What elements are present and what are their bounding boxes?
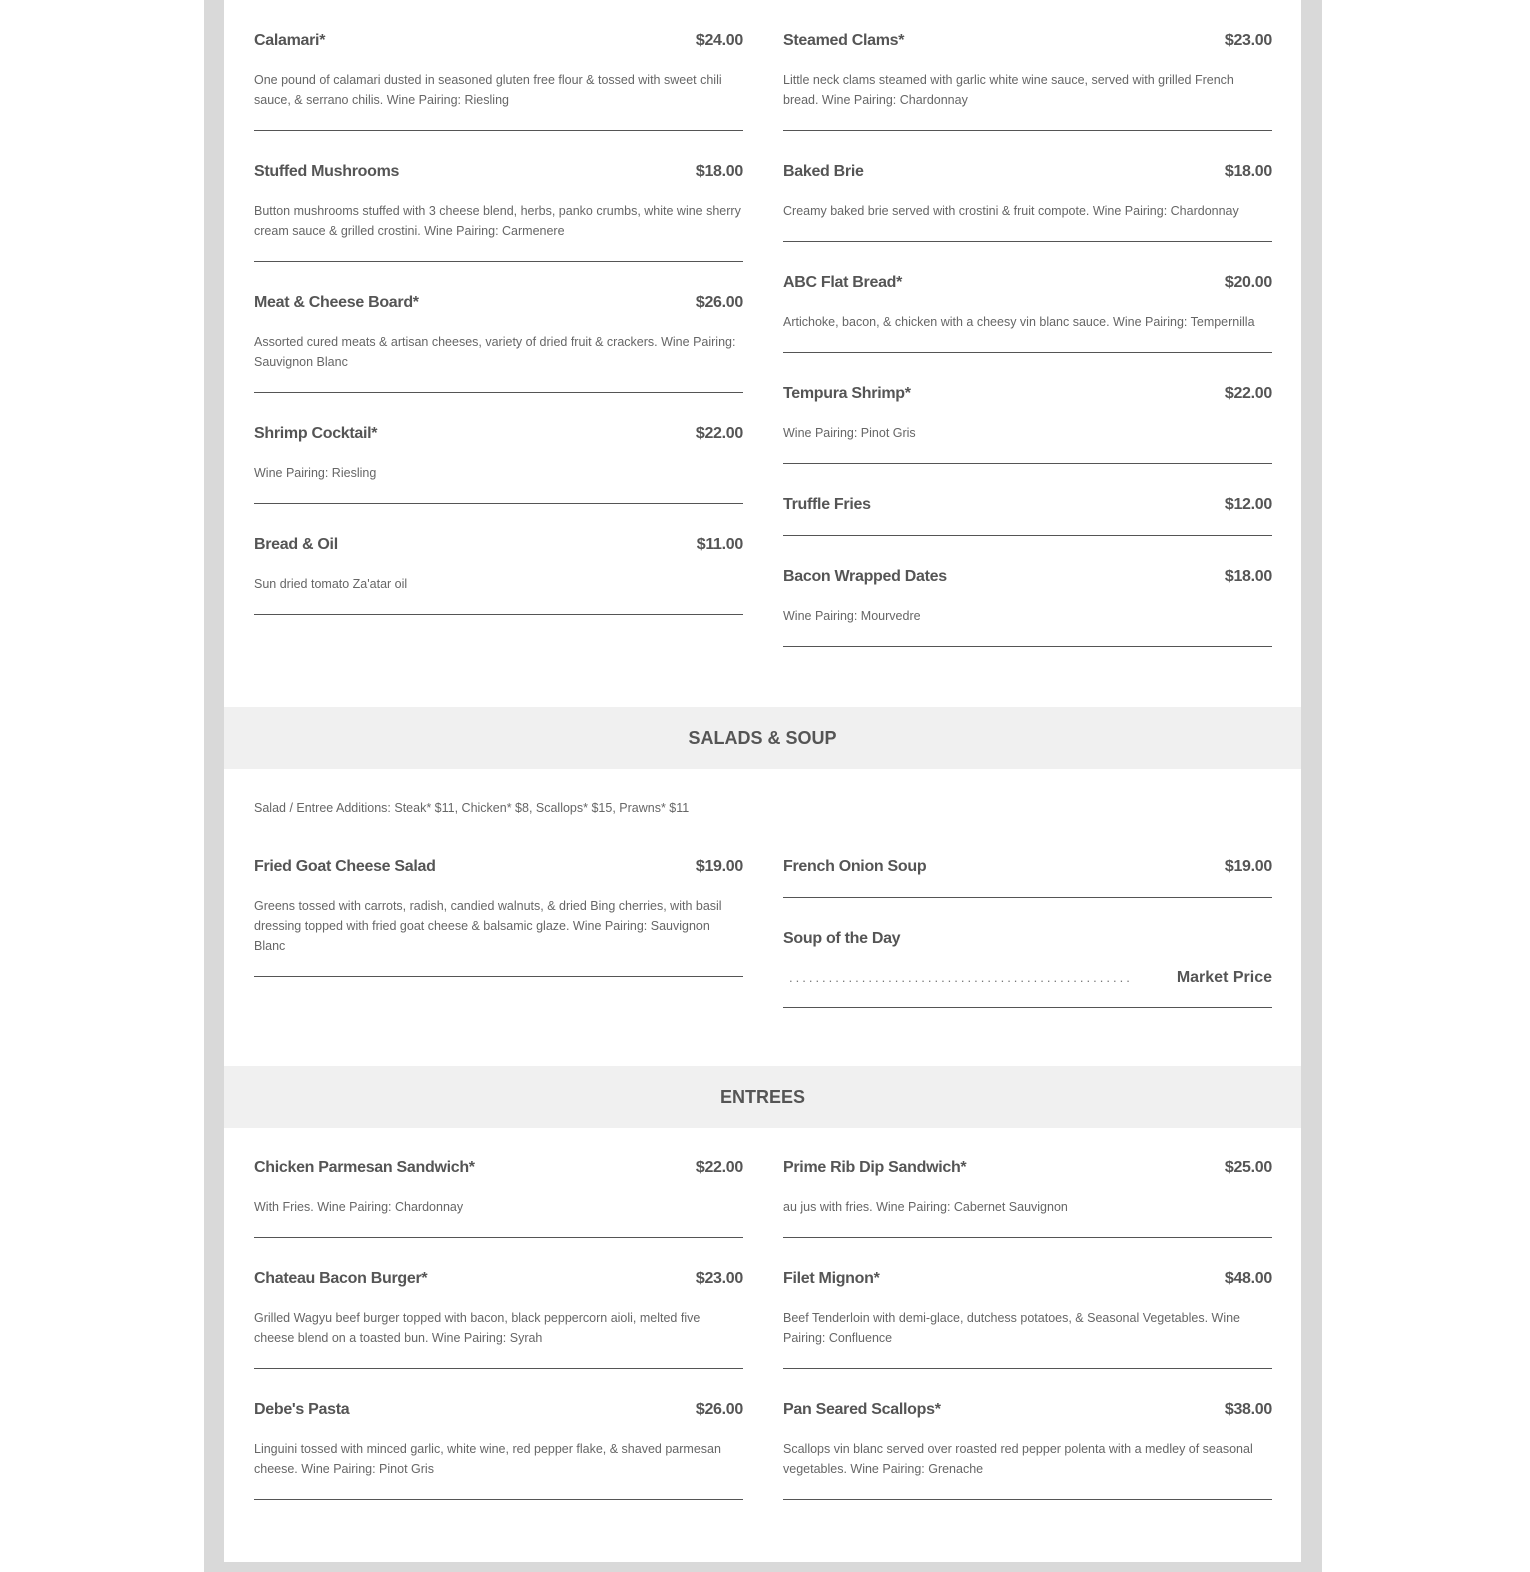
- item-name: Truffle Fries: [783, 496, 871, 513]
- item-description: Button mushrooms stuffed with 3 cheese blend, herbs, panko crumbs, white wine sherry cream sauce & grilled crostini. Wine Pairing: Carmenere: [254, 204, 741, 238]
- section-header-entrees: ENTREES: [224, 1066, 1301, 1128]
- menu-item: [783, 464, 1272, 536]
- section-header-salads: SALADS & SOUP: [224, 707, 1301, 769]
- menu-item: [254, 1127, 743, 1238]
- item-price: $25.00: [1224, 1159, 1272, 1176]
- item-name: Fried Goat Cheese Salad: [254, 858, 436, 875]
- item-price: $23.00: [1224, 32, 1272, 49]
- item-description: Assorted cured meats & artisan cheeses, variety of dried fruit & crackers. Wine Pairing: Sauvignon Blanc: [254, 335, 736, 369]
- item-description: Grilled Wagyu beef burger topped with bacon, black peppercorn aioli, melted five cheese blend on a toasted bun. Wine Pairing: Syrah: [254, 1311, 701, 1345]
- menu-item: [254, 1238, 743, 1369]
- item-name: Baked Brie: [783, 163, 864, 180]
- menu-item: [783, 826, 1272, 898]
- menu-item: [254, 393, 743, 504]
- item-description: Wine Pairing: Riesling: [254, 466, 377, 480]
- item-name: Debe's Pasta: [254, 1401, 350, 1418]
- item-price: $38.00: [1224, 1401, 1272, 1418]
- entrees-right: [783, 1127, 1272, 1500]
- item-price: $26.00: [695, 294, 743, 311]
- item-price: $11.00: [696, 536, 743, 553]
- item-name: Shrimp Cocktail*: [254, 425, 378, 442]
- item-name: Bacon Wrapped Dates: [783, 568, 947, 585]
- item-description: With Fries. Wine Pairing: Chardonnay: [254, 1200, 464, 1214]
- menu-item: [254, 0, 743, 131]
- menu-item: [254, 131, 743, 262]
- item-name: Pan Seared Scallops*: [783, 1401, 941, 1418]
- item-description: Wine Pairing: Pinot Gris: [783, 426, 916, 440]
- item-price: $12.00: [1224, 496, 1272, 513]
- salads-left: [254, 826, 743, 977]
- salads-right: [783, 826, 1272, 1008]
- item-name: Soup of the Day: [783, 930, 901, 947]
- menu-item: [783, 1127, 1272, 1238]
- menu-item: [783, 242, 1272, 353]
- item-price: $19.00: [1224, 858, 1272, 875]
- item-price: $24.00: [695, 32, 743, 49]
- item-name: Prime Rib Dip Sandwich*: [783, 1159, 967, 1176]
- menu-item: [254, 1369, 743, 1500]
- item-name: Calamari*: [254, 32, 326, 49]
- item-name: Tempura Shrimp*: [783, 385, 911, 402]
- item-price: $48.00: [1224, 1270, 1272, 1287]
- item-description: Beef Tenderloin with demi-glace, dutchess potatoes, & Seasonal Vegetables. Wine Pairing: Confluence: [783, 1311, 1240, 1345]
- item-description: Sun dried tomato Za'atar oil: [254, 577, 408, 591]
- item-description: Creamy baked brie served with crostini & fruit compote. Wine Pairing: Chardonnay: [783, 204, 1239, 218]
- item-description: Linguini tossed with minced garlic, white wine, red pepper flake, & shaved parmesan cheese. Wine Pairing: Pinot Gris: [254, 1442, 721, 1476]
- item-description: Greens tossed with carrots, radish, candied walnuts, & dried Bing cherries, with basil dressing topped with fried goat cheese & balsamic glaze. Wine Pairing: Sauvignon Blanc: [254, 899, 722, 953]
- salad-additions-note: Salad / Entree Additions: Steak* $11, Chicken* $8, Scallops* $15, Prawns* $11: [254, 801, 690, 815]
- menu-item: [783, 1238, 1272, 1369]
- menu-item: [783, 1369, 1272, 1500]
- item-name: ABC Flat Bread*: [783, 274, 903, 291]
- entrees-left: [254, 1127, 743, 1500]
- item-name: Stuffed Mushrooms: [254, 163, 400, 180]
- item-description: Wine Pairing: Mourvedre: [783, 609, 921, 623]
- item-price: $18.00: [1224, 163, 1272, 180]
- menu-item: [254, 262, 743, 393]
- item-description: Scallops vin blanc served over roasted red pepper polenta with a medley of seasonal vegetables. Wine Pairing: Grenache: [783, 1442, 1253, 1476]
- menu-item: [783, 131, 1272, 242]
- item-name: Meat & Cheese Board*: [254, 294, 419, 311]
- item-price: $20.00: [1224, 274, 1272, 291]
- item-price: $26.00: [695, 1401, 743, 1418]
- item-price: Market Price: [1176, 969, 1272, 986]
- item-name: Filet Mignon*: [783, 1270, 880, 1287]
- item-price: $22.00: [695, 425, 743, 442]
- item-name: Chateau Bacon Burger*: [254, 1270, 428, 1287]
- item-name: Steamed Clams*: [783, 32, 905, 49]
- menu-item: [783, 536, 1272, 647]
- item-price: $22.00: [1224, 385, 1272, 402]
- item-price: $18.00: [695, 163, 743, 180]
- menu-item: [783, 898, 1272, 1008]
- menu-item: [783, 353, 1272, 464]
- item-description: One pound of calamari dusted in seasoned gluten free flour & tossed with sweet chili sauce, & serrano chilis. Wine Pairing: Riesling: [254, 73, 722, 107]
- item-description: Artichoke, bacon, & chicken with a cheesy vin blanc sauce. Wine Pairing: Tempernilla: [783, 315, 1255, 329]
- item-name: Bread & Oil: [254, 536, 338, 553]
- dot-leader: ....................................................: [789, 970, 1133, 985]
- appetizers-right: [783, 0, 1272, 647]
- item-price: $19.00: [695, 858, 743, 875]
- menu-item: [254, 504, 743, 615]
- appetizers-left: [254, 0, 743, 615]
- item-name: Chicken Parmesan Sandwich*: [254, 1159, 475, 1176]
- menu-item: [254, 826, 743, 977]
- item-description: Little neck clams steamed with garlic white wine sauce, served with grilled French bread. Wine Pairing: Chardonnay: [783, 73, 1234, 107]
- item-price: $22.00: [695, 1159, 743, 1176]
- item-name: French Onion Soup: [783, 858, 927, 875]
- item-description: au jus with fries. Wine Pairing: Cabernet Sauvignon: [783, 1200, 1068, 1214]
- item-price: $18.00: [1224, 568, 1272, 585]
- menu-item: [783, 0, 1272, 131]
- item-price: $23.00: [695, 1270, 743, 1287]
